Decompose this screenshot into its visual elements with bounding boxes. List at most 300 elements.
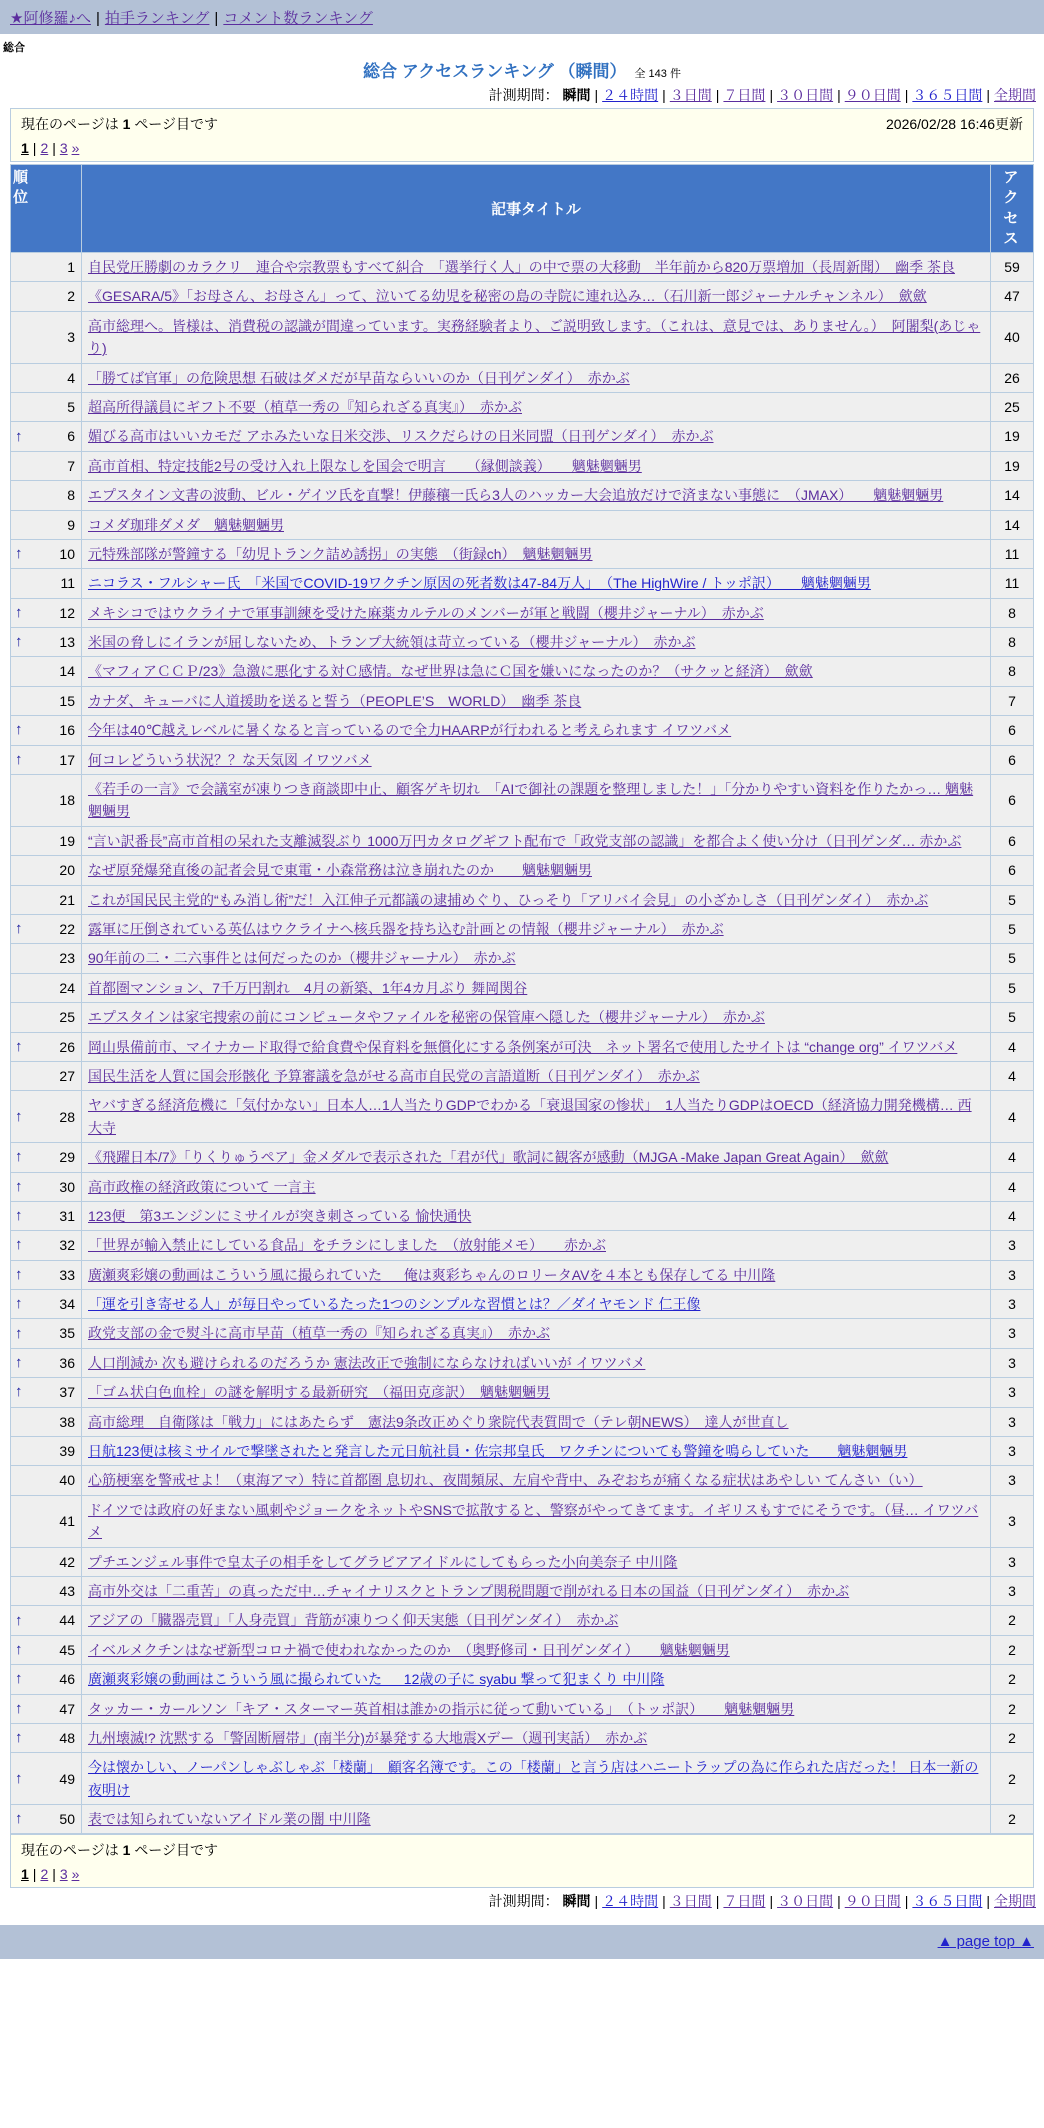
period-link[interactable]: ７日間 bbox=[723, 1893, 766, 1910]
title-cell bbox=[82, 451, 991, 480]
period-link[interactable]: ３６５日間 bbox=[912, 87, 983, 103]
article-link[interactable]: 米国の脅しにイランが屈しないため、トランプ大統領は苛立っている（櫻井ジャーナル） 赤かぶ bbox=[88, 634, 696, 651]
article-link[interactable]: 政党支部の金で熨斗に高市早苗（植草一秀の『知られざる真実』） 赤かぶ bbox=[88, 1325, 550, 1342]
rank-number: 30 bbox=[59, 1178, 75, 1195]
period-link[interactable]: ２４時間 bbox=[602, 87, 659, 103]
access-count: 3 bbox=[991, 1319, 1034, 1348]
article-link[interactable]: メキシコではウクライナで軍事訓練を受けた麻薬カルテルのメンバーが軍と戦闘（櫻井ジャーナル） 赤かぶ bbox=[88, 604, 764, 621]
rank-number: 45 bbox=[59, 1641, 75, 1658]
access-count: 19 bbox=[991, 422, 1034, 451]
article-link[interactable]: 今年は40℃越えレベルに暑くなると言っているので全力HAARPが行われると考えられます イワツバメ bbox=[88, 722, 732, 739]
article-link[interactable]: 人口削減か 次も避けられるのだろうか 憲法改正で強制にならなければいいが イワツバメ bbox=[88, 1354, 646, 1371]
page-link[interactable]: » bbox=[71, 1866, 80, 1883]
period-link[interactable]: ７日間 bbox=[723, 87, 766, 103]
table-row bbox=[11, 1407, 1034, 1436]
title-cell bbox=[82, 1437, 991, 1466]
rank-cell bbox=[11, 856, 82, 885]
separator: | bbox=[32, 1866, 37, 1883]
article-link[interactable]: 「勝てば官軍」の危険思想 石破はダメだが早苗ならいいのか（日刊ゲンダイ） 赤かぶ bbox=[88, 369, 630, 386]
access-count: 14 bbox=[991, 510, 1034, 539]
table-row bbox=[11, 973, 1034, 1002]
page-link-current[interactable]: 1 bbox=[21, 140, 29, 156]
topbar-link[interactable]: ★阿修羅♪へ bbox=[10, 10, 91, 27]
rank-number: 10 bbox=[59, 545, 75, 562]
title-cell bbox=[82, 856, 991, 885]
rank-number: 31 bbox=[59, 1207, 75, 1224]
separator: | bbox=[837, 1893, 841, 1910]
updated-timestamp: 2026/02/28 16:46更新 bbox=[886, 116, 1023, 132]
rank-cell bbox=[11, 1003, 82, 1032]
article-link[interactable]: 日航123便は核ミサイルで撃墜されたと発言した元日航社員・佐宗邦皇氏 ワクチンについても警鐘を鳴らしていた 魑魅魍魎男 bbox=[88, 1443, 908, 1460]
access-count: 19 bbox=[991, 451, 1034, 480]
table-row bbox=[11, 826, 1034, 855]
rank-up-icon: ↑ bbox=[15, 1148, 23, 1166]
title-cell bbox=[82, 392, 991, 421]
access-count: 5 bbox=[991, 885, 1034, 914]
page-link[interactable]: 3 bbox=[59, 140, 68, 156]
table-row bbox=[11, 775, 1034, 827]
access-count: 8 bbox=[991, 598, 1034, 627]
rank-up-icon: ↑ bbox=[15, 633, 23, 651]
rank-number: 42 bbox=[59, 1553, 75, 1570]
rank-number: 7 bbox=[67, 457, 75, 474]
rank-cell bbox=[11, 716, 82, 745]
rank-cell bbox=[11, 1606, 82, 1635]
title-cell bbox=[82, 282, 991, 311]
access-count: 6 bbox=[991, 775, 1034, 827]
page-link[interactable]: 2 bbox=[40, 1866, 49, 1883]
rank-up-icon: ↑ bbox=[15, 427, 23, 445]
article-link[interactable]: 「ゴム状白色血栓」の謎を解明する最新研究 （福田克彦訳） 魑魅魍魎男 bbox=[88, 1384, 550, 1401]
article-link[interactable]: 露軍に圧倒されている英仏はウクライナへ核兵器を持ち込む計画との情報（櫻井ジャーナル） 赤かぶ bbox=[88, 920, 724, 937]
rank-up-icon: ↑ bbox=[15, 750, 23, 768]
title-cell bbox=[82, 569, 991, 598]
table-row bbox=[11, 628, 1034, 657]
access-count: 40 bbox=[991, 311, 1034, 363]
rank-cell bbox=[11, 1547, 82, 1576]
period-link[interactable]: ９０日間 bbox=[844, 87, 901, 103]
separator: | bbox=[904, 87, 909, 103]
separator: | bbox=[986, 87, 990, 103]
rank-cell bbox=[11, 282, 82, 311]
table-row bbox=[11, 944, 1034, 973]
pagination-box-top bbox=[10, 108, 1034, 162]
rank-number: 43 bbox=[59, 1582, 75, 1599]
table-row bbox=[11, 1003, 1034, 1032]
title-cell bbox=[82, 363, 991, 392]
rank-cell bbox=[11, 628, 82, 657]
title-cell bbox=[82, 1407, 991, 1436]
table-row bbox=[11, 539, 1034, 568]
article-link[interactable]: 高市総理 自衛隊は「戦力」にはあたらず 憲法9条改正めぐり衆院代表質問で（テレ朝NEWS） 達人が世直し bbox=[88, 1413, 789, 1430]
article-link[interactable]: 《若手の一言》で会議室が凍りつき商談即中止、顧客ゲキ切れ 「AIで御社の課題を整理しました！」「分かりやすい資料を作りたかっ… 魑魅魍魎男 bbox=[88, 781, 974, 820]
rank-cell bbox=[11, 311, 82, 363]
rank-number: 47 bbox=[59, 1700, 75, 1717]
rank-column-header: 順位 bbox=[11, 165, 82, 253]
title-cell bbox=[82, 716, 991, 745]
rank-cell bbox=[11, 1378, 82, 1407]
rank-cell bbox=[11, 1437, 82, 1466]
rank-up-icon: ↑ bbox=[15, 1670, 23, 1688]
period-label: 計測期間： bbox=[488, 87, 559, 103]
article-link[interactable]: 高市首相、特定技能2号の受け入れ上限なしを国会で明言 （縁側談義） 魑魅魍魎男 bbox=[88, 457, 642, 474]
ranking-table bbox=[10, 164, 1034, 1834]
access-count: 6 bbox=[991, 856, 1034, 885]
title-cell bbox=[82, 914, 991, 943]
article-link[interactable]: 《飛躍日本/7》「りくりゅうペア」金メダルで表示された「君が代」歌詞に観客が感動（MJGA -Make Japan Great Again） 歛歛 bbox=[88, 1149, 889, 1166]
title-cell bbox=[82, 1172, 991, 1201]
rank-number: 36 bbox=[59, 1354, 75, 1371]
article-link[interactable]: エプスタイン文書の波動、ビル・ゲイツ氏を直撃！伊藤穰一氏ら3人のハッカー大会追放だけで済まない事態に （JMAX） 魑魅魍魎男 bbox=[88, 487, 944, 504]
access-count: 3 bbox=[991, 1495, 1034, 1547]
rank-number: 21 bbox=[59, 891, 75, 908]
current-page-prefix: 現在のページは bbox=[21, 116, 119, 132]
page-top-link[interactable]: ▲ page top ▲ bbox=[937, 1933, 1034, 1951]
rank-cell bbox=[11, 539, 82, 568]
rank-cell bbox=[11, 826, 82, 855]
table-row bbox=[11, 1260, 1034, 1289]
article-link[interactable]: イベルメクチンはなぜ新型コロナ禍で使われなかったのか （奥野修司・日刊ゲンダイ） 魑魅魍魎男 bbox=[88, 1641, 730, 1658]
title-cell bbox=[82, 1290, 991, 1319]
access-count: 4 bbox=[991, 1201, 1034, 1230]
table-row bbox=[11, 1172, 1034, 1201]
page-link[interactable]: 2 bbox=[40, 140, 49, 156]
table-row bbox=[11, 716, 1034, 745]
separator: | bbox=[95, 10, 100, 27]
rank-cell bbox=[11, 1805, 82, 1834]
rank-cell bbox=[11, 1231, 82, 1260]
rank-cell bbox=[11, 1348, 82, 1377]
rank-number: 12 bbox=[59, 604, 75, 621]
rank-number: 28 bbox=[59, 1108, 75, 1125]
access-count: 4 bbox=[991, 1061, 1034, 1090]
access-count: 11 bbox=[991, 539, 1034, 568]
rank-up-icon: ↑ bbox=[15, 545, 23, 563]
title-cell bbox=[82, 1805, 991, 1834]
rank-up-icon: ↑ bbox=[15, 1207, 23, 1225]
access-count: 6 bbox=[991, 826, 1034, 855]
access-count: 5 bbox=[991, 944, 1034, 973]
access-count: 3 bbox=[991, 1231, 1034, 1260]
rank-cell bbox=[11, 775, 82, 827]
access-count: 25 bbox=[991, 392, 1034, 421]
rank-cell bbox=[11, 686, 82, 715]
period-link[interactable]: ３６５日間 bbox=[912, 1893, 983, 1910]
rank-number: 8 bbox=[67, 487, 75, 504]
table-row bbox=[11, 422, 1034, 451]
title-cell bbox=[82, 1665, 991, 1694]
rank-cell bbox=[11, 363, 82, 392]
table-row bbox=[11, 1061, 1034, 1090]
access-count: 11 bbox=[991, 569, 1034, 598]
rank-number: 3 bbox=[67, 328, 75, 345]
page-link-current[interactable]: 1 bbox=[21, 1866, 29, 1883]
access-column-header: アクセス bbox=[991, 165, 1034, 253]
rank-number: 1 bbox=[67, 259, 75, 275]
table-row bbox=[11, 1495, 1034, 1547]
article-link[interactable]: 高市総理へ。皆様は、消費税の認識が間違っています。実務経験者より、ご説明致します。（これは、意見では、ありません。） 阿闍梨(あじゃり) bbox=[88, 317, 981, 357]
rank-up-icon: ↑ bbox=[15, 1324, 23, 1342]
separator: | bbox=[662, 87, 666, 103]
table-row bbox=[11, 510, 1034, 539]
article-link[interactable]: 心筋梗塞を警戒せよ！（東海アマ）特に首都圏 息切れ、夜間頻尿、左肩や背中、みぞおちが痛くなる症状はあやしい てんさい（い） bbox=[88, 1472, 923, 1489]
article-link[interactable]: ドイツでは政府の好まない風刺やジョークをネットやSNSで拡散すると、警察がやってきてます。イギリスもすでにそうです。（昼… イワツバメ bbox=[88, 1501, 979, 1541]
bottom-spacer bbox=[0, 1959, 1044, 1997]
rank-number: 46 bbox=[59, 1671, 75, 1688]
rank-number: 17 bbox=[59, 751, 75, 768]
period-current: 瞬間 bbox=[562, 87, 591, 103]
table-row bbox=[11, 1091, 1034, 1143]
rank-number: 26 bbox=[59, 1038, 75, 1055]
period-selector-bottom bbox=[0, 1891, 1036, 1911]
separator: | bbox=[837, 87, 841, 103]
article-link[interactable]: ヤバすぎる経済危機に「気付かない」日本人…1人当たりGDPでわかる「衰退国家の惨状」 1人当たりGDPはOECD（経済協力開発機構… 西大寺 bbox=[88, 1097, 972, 1136]
separator: | bbox=[769, 1893, 774, 1910]
access-count: 3 bbox=[991, 1466, 1034, 1495]
title-cell bbox=[82, 826, 991, 855]
topbar-link[interactable]: 拍手ランキング bbox=[104, 10, 210, 27]
table-header-row bbox=[11, 165, 1034, 253]
article-link[interactable]: 廣瀬爽彩嬢の動画はこういう風に撮られていた ＿ 俺は爽彩ちゃんのロリータAVを４本とも保存してる 中川隆 bbox=[88, 1266, 776, 1283]
title-cell bbox=[82, 973, 991, 1002]
rank-cell bbox=[11, 1495, 82, 1547]
access-count: 3 bbox=[991, 1547, 1034, 1576]
current-page-number: 1 bbox=[122, 1842, 131, 1859]
period-link[interactable]: ２４時間 bbox=[602, 1893, 659, 1910]
table-row bbox=[11, 311, 1034, 363]
rank-number: 37 bbox=[59, 1384, 75, 1401]
rank-number: 34 bbox=[59, 1296, 75, 1313]
rank-cell bbox=[11, 1665, 82, 1694]
top-nav-bar bbox=[0, 0, 1044, 34]
rank-number: 38 bbox=[59, 1413, 75, 1430]
article-link[interactable]: 岡山県備前市、マイナカード取得で給食費や保育料を無償化にする条例案が可決 ネット署名で使用したサイトは “change org” イワツバメ bbox=[88, 1038, 958, 1055]
table-row bbox=[11, 1143, 1034, 1172]
access-count: 3 bbox=[991, 1290, 1034, 1319]
rank-number: 15 bbox=[59, 692, 75, 709]
rank-number: 14 bbox=[59, 663, 75, 680]
rank-number: 5 bbox=[67, 398, 75, 415]
title-cell bbox=[82, 1606, 991, 1635]
article-link[interactable]: コメダ珈琲ダメダ 魑魅魍魎男 bbox=[88, 516, 284, 533]
separator: | bbox=[715, 87, 720, 103]
period-link[interactable]: 全期間 bbox=[994, 1893, 1036, 1910]
table-row bbox=[11, 856, 1034, 885]
period-selector-top bbox=[0, 85, 1036, 105]
rank-cell bbox=[11, 569, 82, 598]
rank-number: 50 bbox=[59, 1811, 75, 1828]
table-row bbox=[11, 1753, 1034, 1805]
table-row bbox=[11, 1606, 1034, 1635]
table-row bbox=[11, 253, 1034, 282]
topbar-link[interactable]: コメント数ランキング bbox=[223, 10, 373, 27]
article-link[interactable]: 高市外交は「二重苦」の真っただ中…チャイナリスクとトランプ関税問題で削がれる日本の国益（日刊ゲンダイ） 赤かぶ bbox=[88, 1582, 850, 1599]
article-link[interactable]: 何コレどういう状況？？な天気図 イワツバメ bbox=[88, 751, 372, 768]
period-label: 計測期間： bbox=[488, 1893, 559, 1910]
separator: | bbox=[904, 1893, 909, 1910]
access-count: 14 bbox=[991, 481, 1034, 510]
access-count: 8 bbox=[991, 657, 1034, 686]
article-link[interactable]: 自民党圧勝劇のカラクリ 連合や宗教票もすべて糾合 「選挙行く人」の中で票の大移動 半年前から820万票増加（長周新聞） 幽季 茶良 bbox=[88, 259, 955, 275]
title-cell bbox=[82, 1576, 991, 1605]
rank-number: 27 bbox=[59, 1067, 75, 1084]
article-link[interactable]: 高市政権の経済政策について 一言主 bbox=[88, 1178, 316, 1195]
title-cell bbox=[82, 1231, 991, 1260]
category-label: 総合 bbox=[3, 42, 25, 54]
rank-cell bbox=[11, 1061, 82, 1090]
article-link[interactable]: ニコラス・フルシャー氏 「米国でCOVID-19ワクチン原因の死者数は47-84万人」 （The HighWire / トッポ訳） 魑魅魍魎男 bbox=[88, 575, 871, 592]
access-count: 2 bbox=[991, 1753, 1034, 1805]
article-link[interactable]: 《マフィアＣＣＰ/23》急激に悪化する対Ｃ感情。なぜ世界は急にＣ国を嫌いになったのか？（サクッと経済） 歛歛 bbox=[88, 663, 813, 680]
table-row bbox=[11, 392, 1034, 421]
rank-cell bbox=[11, 1466, 82, 1495]
title-cell bbox=[82, 686, 991, 715]
title-cell bbox=[82, 539, 991, 568]
rank-up-icon: ↑ bbox=[15, 1265, 23, 1283]
article-link[interactable]: 元特殊部隊が警鐘する「幼児トランク詰め誘拐」の実態 （街録ch） 魑魅魍魎男 bbox=[88, 545, 593, 562]
access-count: 59 bbox=[991, 253, 1034, 282]
period-link[interactable]: 全期間 bbox=[994, 87, 1036, 103]
article-link[interactable]: 「世界が輸入禁止にしている食品」をチラシにしました （放射能メモ） 赤かぶ bbox=[88, 1237, 606, 1254]
title-cell bbox=[82, 1201, 991, 1230]
table-row bbox=[11, 657, 1034, 686]
table-row bbox=[11, 598, 1034, 627]
title-cell bbox=[82, 628, 991, 657]
rank-cell bbox=[11, 481, 82, 510]
article-link[interactable]: 超高所得議員にギフト不要（植草一秀の『知られざる真実』） 赤かぶ bbox=[88, 398, 522, 415]
rank-number: 44 bbox=[59, 1612, 75, 1629]
title-cell bbox=[82, 1378, 991, 1407]
separator: | bbox=[52, 140, 56, 156]
rank-cell bbox=[11, 745, 82, 774]
article-link[interactable]: 廣瀬爽彩嬢の動画はこういう風に撮られていた ＿ 12歳の子に syabu 撃って犯まくり 中川隆 bbox=[88, 1671, 665, 1688]
access-count: 2 bbox=[991, 1635, 1034, 1664]
rank-number: 48 bbox=[59, 1729, 75, 1746]
article-link[interactable]: タッカー・カールソン「キア・スターマー英首相は誰かの指示に従って動いている」 （トッポ訳） 魑魅魍魎男 bbox=[88, 1700, 795, 1717]
article-link[interactable]: これが国民民主党的“もみ消し術”だ！入江伸子元都議の逮捕めぐり、ひっそり「アリバイ会見」の小ざかしさ（日刊ゲンダイ） 赤かぶ bbox=[88, 891, 929, 908]
page-link[interactable]: » bbox=[71, 140, 80, 156]
article-link[interactable]: プチエンジェル事件で皇太子の相手をしてグラビアアイドルにしてもらった小向美奈子 中川隆 bbox=[88, 1553, 678, 1570]
title-cell bbox=[82, 1547, 991, 1576]
period-link[interactable]: ９０日間 bbox=[844, 1893, 901, 1910]
rank-cell bbox=[11, 1407, 82, 1436]
access-count: 3 bbox=[991, 1348, 1034, 1377]
article-link[interactable]: カナダ、キューバに人道援助を送ると誓う（PEOPLE’S WORLD） 幽季 茶良 bbox=[88, 692, 582, 709]
title-cell bbox=[82, 481, 991, 510]
title-cell bbox=[82, 657, 991, 686]
current-page-suffix: ページ目です bbox=[134, 116, 219, 132]
title-cell bbox=[82, 1466, 991, 1495]
title-cell bbox=[82, 422, 991, 451]
rank-number: 16 bbox=[59, 722, 75, 739]
table-row bbox=[11, 745, 1034, 774]
table-row bbox=[11, 1201, 1034, 1230]
rank-number: 25 bbox=[59, 1009, 75, 1026]
title-cell bbox=[82, 1635, 991, 1664]
article-link[interactable]: 媚びる高市はいいカモだ アホみたいな日米交渉、リスクだらけの日米同盟（日刊ゲンダイ） 赤かぶ bbox=[88, 428, 714, 445]
current-page-prefix: 現在のページは bbox=[21, 1842, 119, 1859]
access-count: 4 bbox=[991, 1172, 1034, 1201]
period-link[interactable]: ３日間 bbox=[669, 1893, 712, 1910]
title-cell bbox=[82, 1061, 991, 1090]
page-link[interactable]: 3 bbox=[59, 1866, 68, 1883]
article-link[interactable]: アジアの「臓器売買」「人身売買」背筋が凍りつく仰天実態（日刊ゲンダイ） 赤かぶ bbox=[88, 1612, 619, 1629]
article-link[interactable]: 90年前の二・二六事件とは何だったのか（櫻井ジャーナル） 赤かぶ bbox=[88, 950, 516, 967]
article-link[interactable]: “言い訳番長”高市首相の呆れた支離滅裂ぶり 1000万円カタログギフト配布で「政党支部の認識」を都合よく使い分け（日刊ゲンダ… 赤かぶ bbox=[88, 832, 962, 849]
title-cell bbox=[82, 1723, 991, 1752]
separator: | bbox=[769, 87, 774, 103]
period-link[interactable]: ３０日間 bbox=[777, 87, 834, 103]
article-link[interactable]: 《GESARA/5》「お母さん、お母さん」って、泣いてる幼児を秘密の島の寺院に連れ込み…（石川新一郎ジャーナルチャンネル） 歛歛 bbox=[88, 288, 927, 305]
title-cell bbox=[82, 253, 991, 282]
table-row bbox=[11, 885, 1034, 914]
access-count: 5 bbox=[991, 973, 1034, 1002]
article-link[interactable]: なぜ原発爆発直後の記者会見で東電・小森常務は泣き崩れたのか 魑魅魍魎男 bbox=[88, 862, 592, 879]
title-cell bbox=[82, 775, 991, 827]
total-count: 全 143 件 bbox=[634, 68, 681, 80]
title-cell bbox=[82, 510, 991, 539]
rank-number: 24 bbox=[59, 979, 75, 996]
access-count: 2 bbox=[991, 1694, 1034, 1723]
access-count: 2 bbox=[991, 1805, 1034, 1834]
article-link[interactable]: 首都圏マンション、7千万円割れ 4月の新築、1年4カ月ぶり 舞岡関谷 bbox=[88, 979, 528, 996]
period-link[interactable]: ３日間 bbox=[669, 87, 712, 103]
article-link[interactable]: 表では知られていないアイドル業の闇 中川隆 bbox=[88, 1811, 371, 1828]
page-links bbox=[21, 1866, 1023, 1882]
article-link[interactable]: 今は懐かしい、ノーパンしゃぶしゃぶ「楼蘭」 顧客名簿です。この「楼蘭」と言う店はハニートラップの為に作られた店だった！ 日本一新の夜明け bbox=[88, 1759, 979, 1798]
access-count: 3 bbox=[991, 1378, 1034, 1407]
access-count: 26 bbox=[991, 363, 1034, 392]
article-link[interactable]: 国民生活を人質に国会形骸化 予算審議を急がせる高市自民党の言語道断（日刊ゲンダイ） 赤かぶ bbox=[88, 1067, 700, 1084]
rank-cell bbox=[11, 1290, 82, 1319]
table-row bbox=[11, 686, 1034, 715]
current-page-line bbox=[21, 114, 1023, 134]
rank-up-icon: ↑ bbox=[15, 1177, 23, 1195]
table-row bbox=[11, 481, 1034, 510]
rank-cell bbox=[11, 973, 82, 1002]
rank-up-icon: ↑ bbox=[15, 1699, 23, 1717]
table-row bbox=[11, 1466, 1034, 1495]
separator: | bbox=[986, 1893, 990, 1910]
rank-cell bbox=[11, 885, 82, 914]
page-links bbox=[21, 140, 1023, 156]
rank-up-icon: ↑ bbox=[15, 1107, 23, 1125]
table-row bbox=[11, 451, 1034, 480]
table-row bbox=[11, 1576, 1034, 1605]
rank-number: 19 bbox=[59, 832, 75, 849]
table-row bbox=[11, 1348, 1034, 1377]
table-row bbox=[11, 363, 1034, 392]
period-current: 瞬間 bbox=[562, 1893, 591, 1910]
rank-up-icon: ↑ bbox=[15, 603, 23, 621]
table-row bbox=[11, 1665, 1034, 1694]
rank-up-icon: ↑ bbox=[15, 1383, 23, 1401]
article-link[interactable]: 123便 第3エンジンにミサイルが突き刺さっている 愉快通快 bbox=[88, 1207, 472, 1224]
article-link[interactable]: 九州壊滅!? 沈黙する「警固断層帯」(南半分)が暴発する大地震Xデー（週刊実話） 赤かぶ bbox=[88, 1729, 648, 1746]
period-link[interactable]: ３０日間 bbox=[777, 1893, 834, 1910]
rank-number: 49 bbox=[59, 1770, 75, 1787]
rank-number: 4 bbox=[67, 369, 75, 386]
article-link[interactable]: 「運を引き寄せる人」が毎日やっているたった1つのシンプルな習慣とは？／ダイヤモンド 仁王像 bbox=[88, 1296, 701, 1313]
access-count: 5 bbox=[991, 914, 1034, 943]
table-row bbox=[11, 282, 1034, 311]
rank-number: 6 bbox=[67, 428, 75, 445]
rank-cell bbox=[11, 1576, 82, 1605]
rank-number: 22 bbox=[59, 920, 75, 937]
article-link[interactable]: エプスタインは家宅捜索の前にコンピュータやファイルを秘密の保管庫へ隠した（櫻井ジャーナル） 赤かぶ bbox=[88, 1009, 765, 1026]
rank-cell bbox=[11, 451, 82, 480]
access-count: 8 bbox=[991, 628, 1034, 657]
